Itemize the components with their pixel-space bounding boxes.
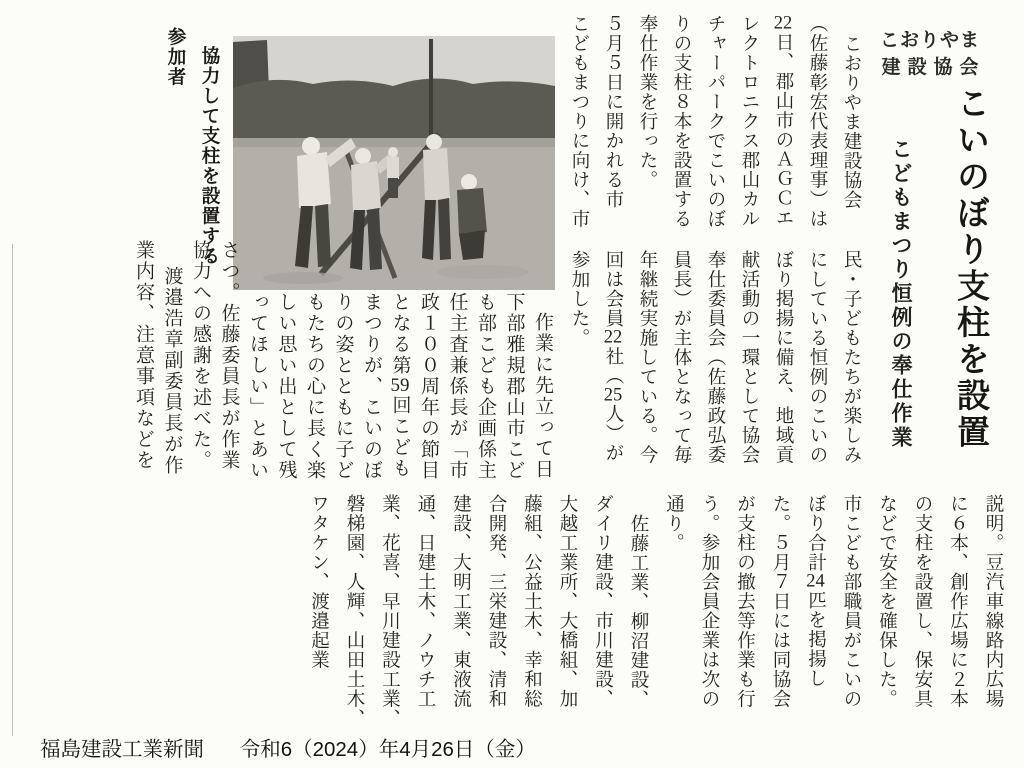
article-band-2	[562, 250, 868, 488]
text-column: ぼり掲揚に備え、地域貢	[773, 250, 793, 465]
text-column: レクトロニクス郡山カル	[739, 14, 759, 229]
kicker-line2: 建設協会	[881, 57, 986, 78]
text-column: 下部雅規郡山市こど	[503, 292, 525, 481]
text-column: 説明。豆汽車線路内広場	[983, 494, 1003, 709]
text-column: 奉仕委員会（佐藤政弘委	[705, 250, 725, 465]
text-column: ダイリ建設、市川建設、	[592, 494, 613, 709]
text-column: ぼり合計24匹を掲揚し	[805, 494, 826, 688]
text-column: の支柱を設置し、保安具	[912, 494, 932, 709]
text-column: 任主査兼係長が「市	[446, 292, 468, 481]
text-column: 藤組、公益土木、幸和総	[521, 494, 542, 709]
text-column: 渡邉浩章副委員長が作	[161, 266, 183, 476]
footer-date: 令和6（2024）年4月26日（金）	[239, 738, 536, 761]
text-column: 磐梯園、人輝、山田土木、	[344, 494, 364, 728]
text-column: 佐藤工業、柳沼建設、	[628, 514, 648, 709]
text-column: 奉仕作業を行った。	[637, 14, 657, 190]
photo-caption-line2: 参加者	[166, 27, 187, 87]
text-column: う。参加会員企業は次の	[699, 494, 719, 709]
text-column: となる第59回こども	[389, 292, 411, 479]
text-column: 通り。	[663, 494, 684, 553]
text-column: こどもまつりに向け、市	[569, 14, 589, 229]
text-column: りの支柱８本を設置する	[671, 14, 691, 229]
text-column: りの姿とともに子ど	[332, 292, 354, 481]
text-column: ワタケン、渡邉起業	[308, 494, 329, 670]
text-column: 回は会員22社（25人）が	[603, 250, 623, 463]
text-column: もたちの心に長く楽	[304, 292, 325, 481]
text-column: 市こども部職員がこいの	[841, 494, 861, 709]
text-column: こおりやま建設協会	[841, 34, 861, 210]
text-column: ってほしい」とあい	[247, 292, 268, 481]
photo-illustration	[233, 36, 555, 290]
photo-treeline	[233, 78, 555, 148]
article-band-3	[129, 240, 557, 492]
text-column: 政１００周年の節目	[418, 292, 439, 481]
text-column: （佐藤彰宏代表理事）は	[807, 14, 827, 229]
text-column: 作業に先立って日	[532, 312, 553, 480]
text-column: などで安全を確保した。	[876, 494, 897, 709]
text-column: 協力への感謝を述べた。	[190, 240, 211, 471]
text-column: た。５月７日には同協会	[770, 494, 790, 709]
text-column: 業内容、注意事項などを	[133, 240, 154, 471]
text-column: 員長）が主体となって毎	[671, 250, 691, 465]
column-rule	[12, 244, 13, 736]
footer-publication: 福島建設工業新聞	[40, 738, 204, 761]
text-column: 民・子どもたちが楽しみ	[841, 250, 861, 465]
text-column: しい思い出として残	[275, 292, 297, 481]
text-column: さつ。佐藤委員長が作業	[218, 240, 240, 471]
text-column: まつりが、こいのぼ	[361, 292, 382, 481]
article-band-1	[562, 14, 868, 246]
headline-sub: こどもまつり恒例の奉仕作業	[889, 138, 913, 450]
text-column: 大越工業所、大橋組、加	[557, 494, 577, 709]
headline-main: こいのぼり支柱を設置	[952, 86, 988, 451]
text-column: 年継続実施している。今	[637, 250, 657, 465]
footer	[40, 732, 536, 762]
text-column: 22日、郡山市のＡＧＣエ	[773, 14, 793, 228]
text-column: にしている恒例のこいの	[807, 250, 827, 465]
kicker-line1: こおりやま	[879, 30, 980, 51]
text-column: も部こども企画係主	[475, 292, 496, 481]
photo-caption-line1: 協力して支柱を設置する	[200, 46, 221, 266]
text-column: 建設、大明工業、東液流	[450, 494, 471, 709]
article-photo	[233, 36, 555, 290]
text-column: 業、花喜、早川建設工業、	[379, 494, 400, 728]
text-column: 参加した。	[569, 250, 589, 348]
text-column: が支柱の撤去等作業も行	[734, 494, 755, 709]
text-column: チャーパークでこいのぼ	[705, 14, 725, 229]
kicker-association-name	[879, 25, 986, 79]
article-band-4	[300, 494, 1010, 734]
text-column: ５月５日に開かれる市	[603, 14, 623, 209]
text-column: 合開発、三栄建設、清和	[486, 494, 506, 709]
text-column: に６本、創作広場に２本	[947, 494, 968, 709]
text-column: 献活動の一環として協会	[739, 250, 759, 465]
text-column: 通、日建土木、ノウチ工	[415, 494, 435, 709]
